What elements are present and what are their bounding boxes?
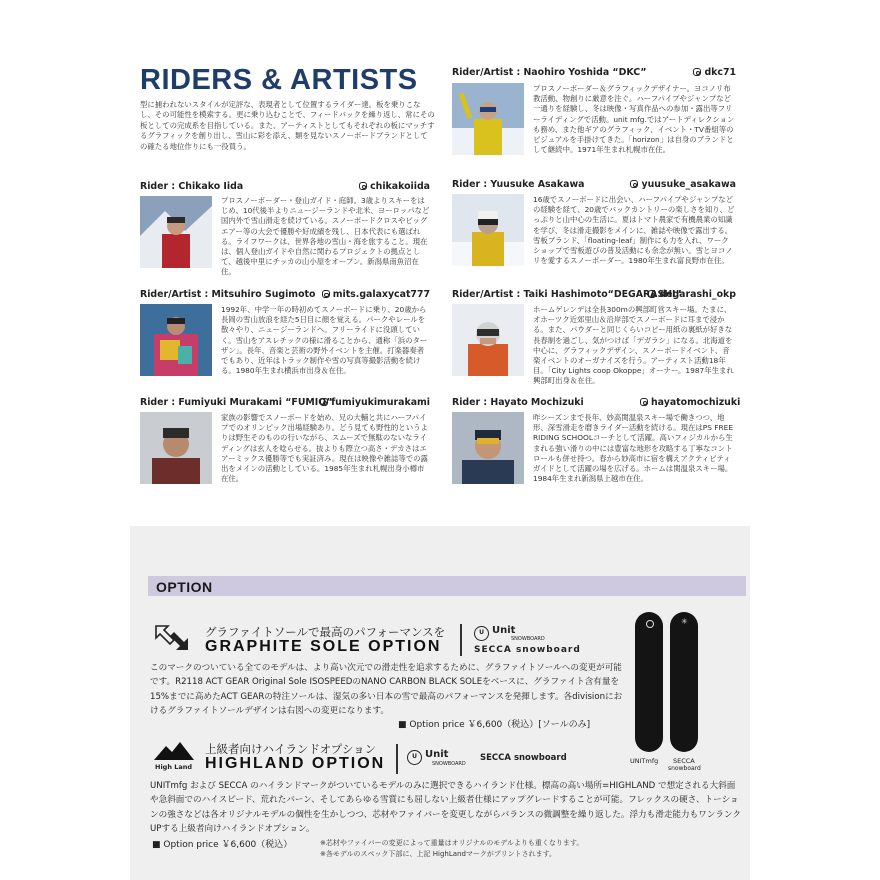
graphite-title-en: GRAPHITE SOLE OPTION <box>205 638 442 655</box>
instagram-icon <box>693 68 701 76</box>
rider-name: Rider/Artist : Taiki Hashimoto“DEGARASHI” <box>452 289 682 300</box>
rider-instagram[interactable]: yuusuke_asakawa <box>630 179 736 190</box>
rider-photo <box>452 304 524 376</box>
rider-photo <box>140 196 212 268</box>
unit-logo-icon: U <box>407 750 422 765</box>
instagram-icon <box>630 180 638 188</box>
rider-name: Rider : Fumiyuki Murakami “FUMIO” <box>140 397 333 408</box>
page-title: RIDERS & ARTISTS <box>140 64 418 96</box>
rider-photo <box>140 412 212 484</box>
option-header-bar <box>148 576 746 596</box>
rider-bio: 家族の影響でスノーボードを始め、兄の大輔と共にハーフパイプでのオリンピック出場経験あり。どう見ても野性的というよりは野生そのものの行いながら、スムーズで無駄のないなライディングは玄人を唸らせる。抜よりも際立つ高さ・デカさはエアーミックス優勝等でも実証済み。現在は映像や雑誌等での露出をメインの活動としている。1985年生まれ札幌出身小樽市在住。 <box>221 413 428 484</box>
instagram-icon <box>322 290 330 298</box>
unit-logo-text: Unit <box>425 749 449 760</box>
option-title: OPTION <box>156 579 213 595</box>
rider-photo <box>140 304 212 376</box>
rider-name: Rider : Yuusuke Asakawa <box>452 179 585 190</box>
board-image-unit <box>635 612 663 752</box>
rider-instagram[interactable]: chikakoiida <box>330 181 430 192</box>
graphite-title-jp: グラファイトソールで最高のパフォーマンスを <box>205 625 446 639</box>
highland-logo-text: High Land <box>155 763 193 771</box>
rider-name: Rider/Artist : Naohiro Yoshida “DKC” <box>452 67 647 78</box>
divider <box>396 744 398 774</box>
intro-text: 型に捕われないスタイルが定評な、表現者として位置するライダー達。板を乗りこなし、その可能性を模索する。更に乗り込むことで、フィードバックを繰り返し、常にその板としての完成系を目指している。また、アーティストとしてもそれぞれの板にマッチするグラフィックを創り出し、雪山に彩を添え、類を見ないスノーボードブランドとしての確たる地位作りにも一役買う。 <box>140 100 435 151</box>
rider-bio: 1992年、中学一年の時初めてスノーボードに乗り、20歳から長岡の雪山放浪を経た5日目に顔を覚える。パークやレールを散々やり、ニュージーランドへ。フリーライドに没頭していく。雪山をアスレチックの様に滑ることから、通称「浜のターザン」。長年、音楽と芸術の野外イベントを主催。打楽器奏者でもあり、近年はトラック制作や雪の写真等撮影活動を続ける。1980年生まれ横浜市出身＆在住。 <box>221 305 428 376</box>
instagram-icon <box>640 398 648 406</box>
rider-bio: プロスノーボーダー・登山ガイド・庭師。3歳よりスキーをはじめ、10代後半よりニュージーランドや北米、ヨーロッパなど国内外で雪山滑走を続けている。スノーボードクロスやビッグエアー等の大会で優勝や好成績を残し、日本代表にも選ばれる。ライフワークは、世界各地の雪山・海を旅すること。現在は、個人登山ガイドや自然に関わるプロジェクトの拠点として、越後中里にチッカの山小屋をオープン。新潟県南魚沼在住。 <box>221 196 430 277</box>
rider-name: Rider : Chikako Iida <box>140 181 244 192</box>
rider-bio: プロスノーボーダー＆グラフィックデザイナー。ヨコノリ布教活動、物創りに厳意を注ぐ。ハーフパイプやジャンプなど一通りを経験し、冬は映像・写真作品への参加・露出等フリーライディングで活動。unit mfg.ではアートディレクションも務め、また他ギアのグラフィック、イベント・TV番組等のビジュアルを手掛けてきた。「horizon」は自身のブランドとして継続中。1971年生まれ札幌市在住。 <box>533 84 735 155</box>
rider-name: Rider : Hayato Mochizuki <box>452 397 584 408</box>
rider-photo <box>452 194 524 266</box>
graphite-body: このマークのついている全てのモデルは、より高い次元での滑走性を追求するために、グラファイトソールへの変更が可能です。R2118 ACT GEAR Original Sole ISOSPEEDのNANO CARBON BLACK SOLEをベースに、グラファイト含有量を15%までに高めたACT GEARの特注ソールは、湿気の多い日本の雪で最高のパフォーマンスを発揮します。各divisionにおけるグラファイトソールデザインは右図への変更になります。 <box>150 663 623 716</box>
unit-emblem-icon <box>646 620 654 628</box>
unit-logo-sub: SNOWBOARD <box>511 636 545 642</box>
board-label-unit: UNITmfg <box>630 757 659 765</box>
rider-bio: 昨シーズンまで長年、妙高関温泉スキー場で働きつつ、地形、深雪滑走を磨きライダー活動を続ける。現在はPS FREE RIDING SCHOOLコーチとして活躍。高いフィジカルから生まれる強い滑りの中には豊富な地形を攻略する丁寧なコントロールも併せ持つ。春から妙高市に宿を構えアクティビティガイドとして活躍の場を広げる。ホームは関温泉スキー場。1984年生まれ新潟県上越市在住。 <box>533 413 733 484</box>
graphite-arrow-icon <box>152 622 192 654</box>
rider-instagram[interactable]: degarashi_okp <box>640 289 736 300</box>
highland-title-en: HIGHLAND OPTION <box>205 755 386 772</box>
rider-instagram[interactable]: hayatomochizuki <box>640 397 736 408</box>
highland-note: ※芯材やファイバーの変更によって重量はオリジナルのモデルよりも重くなります。 <box>320 839 584 847</box>
secca-logo: SECCA snowboard <box>480 753 567 763</box>
unit-logo-sub: SNOWBOARD <box>432 761 466 767</box>
instagram-icon <box>359 182 367 190</box>
highland-note: ※各モデルのスペック下部に、上記 HighLandマークがプリントされます。 <box>320 850 557 858</box>
highland-body: UNITmfg および SECCA のハイランドマークがついているモデルのみに選択できるハイランド仕様。標高の高い場所=HIGHLAND で想定される大斜面や急斜面でのハイスピード、荒れたバーン、そしてあらゆる雪質にも屈しない上級者仕様にアップグレードすることが可能。フレックスの硬さ、トーションの強さなどは各オリジナルモデルの個性を生かしつつ、芯材やファイバーを変更しながらバランスの微調整を繰り返した。浮力も滑走能力もワンランクUPする上級者向けハイランドオプション。 <box>150 781 741 834</box>
divider <box>460 624 462 656</box>
highland-price: ■ Option price ￥6,600（税込） <box>152 840 293 850</box>
board-label-secca-sub: snowboard <box>668 765 701 772</box>
unit-logo-text: Unit <box>492 625 516 636</box>
rider-instagram[interactable]: fumiyukimurakami <box>316 397 430 408</box>
unit-logo-icon: U <box>474 626 489 641</box>
rider-photo <box>452 412 524 484</box>
instagram-icon <box>648 290 656 298</box>
secca-emblem-icon: ✳ <box>681 617 688 626</box>
board-image-secca <box>670 612 698 752</box>
rider-instagram[interactable]: mits.galaxycat777 <box>310 289 430 300</box>
rider-bio: ホームゲレンデは全長300mの興部町営スキー場。たまに、オホーツク近郊里山＆沿岸部でスノーボードに耳まで浸かる。また、パウダーと同じくらいコピー用紙の裏紙が好きな長春制を過ごし、気がつけば「デガラシ」になる。北海道を中心に、グラフィックデザイン、スノーボードイベント、音楽イベントのオーガナイズを行う。アーティスト活動18年目。「City Lights coop Okoppe」オーナー。1987年生まれ興部町出身＆在住。 <box>533 305 734 386</box>
secca-logo: SECCA snowboard <box>474 645 581 655</box>
rider-instagram[interactable]: dkc71 <box>650 67 736 78</box>
rider-photo <box>452 83 524 155</box>
graphite-price: ■ Option price ￥6,600（税込）[ソールのみ] <box>398 720 591 730</box>
highland-title-jp: 上級者向けハイランドオプション <box>205 742 377 756</box>
rider-bio: 16歳でスノーボードに出会い、ハーフパイプやジャンプなどの経験を経て、20歳でバックカントリーの楽しさを知り、どっぷりと山中心の生活に。夏はトマト農家で有機農業の知識を学び、冬は滑走撮影をメインに、雑誌や映像で露出する。雪板ブランド、「floating-leaf」制作にも力を入れ、ワークショップで雪板遊びの普及活動にも余念が無い。雪とヨコノリを愛するスノーボーダー。1980年生まれ富良野市在住。 <box>533 195 735 266</box>
board-label-secca: SECCA <box>673 757 695 765</box>
instagram-icon <box>320 398 328 406</box>
rider-name: Rider/Artist : Mitsuhiro Sugimoto <box>140 289 316 300</box>
